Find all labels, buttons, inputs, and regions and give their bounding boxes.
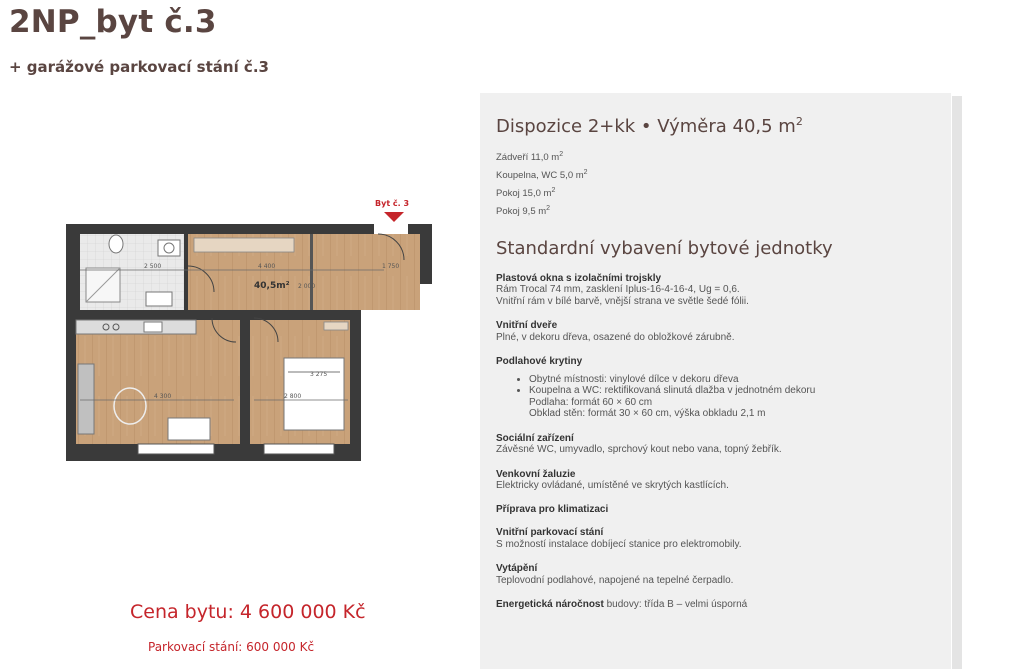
feature-title: Energetická náročnost — [496, 599, 604, 611]
page-title: 2NP_byt č.3 — [9, 4, 217, 40]
feature-aircon — [496, 504, 935, 516]
feature-heating — [496, 563, 935, 586]
apartment-price: Cena bytu: 4 600 000 Kč — [130, 601, 366, 623]
feature-title: Vytápění — [496, 563, 538, 575]
feature-text: budovy: třída B – velmi úsporná — [603, 599, 748, 611]
unit-area-label: 40,5m² — [254, 281, 290, 291]
room-item: Pokoj 15,0 $m^2$ — [496, 187, 556, 200]
flooring-subitem: Podlaha: formát 60 × 60 cm — [529, 396, 653, 408]
feature-text: Teplovodní podlahové, napojené na tepelné čerpadlo. — [496, 574, 734, 586]
feature-text: Závěsné WC, umyvadlo, sprchový kout nebo vana, topný žebřík. — [496, 444, 782, 456]
feature-windows — [496, 273, 935, 308]
sofa-icon — [78, 364, 94, 434]
feature-title: Příprava pro klimatizaci — [496, 503, 609, 515]
flooring-item: • Obytné místnosti: vinylové dílce v dekoru dřeva — [529, 374, 935, 386]
feature-blinds — [496, 469, 935, 492]
details-panel — [480, 93, 951, 669]
page-subtitle: + garážové parkovací stání č.3 — [9, 58, 269, 76]
dimension-label: 2 000 — [298, 283, 316, 290]
feature-title: Podlahové krytiny — [496, 356, 583, 368]
standard-equipment-heading: Standardní vybavení bytové jednotky — [496, 237, 833, 259]
flooring-list — [496, 374, 935, 420]
layout-heading: Dispozice 2+kk • Výměra 40,5 $m^2$ — [496, 115, 803, 137]
floor-plan-drawing — [64, 196, 436, 464]
feature-text: Plné, v dekoru dřeva, osazené do obložkové zárubně. — [496, 331, 735, 343]
flooring-item: • Koupelna a WC: rektifikovaná slinutá dlažba v jednotném dekoru Podlaha: formát 60 × 60 cm Obklad stěn: formát 30 × 60 cm, výška obkladu 2,1 m — [529, 385, 935, 420]
dimension-label: 4 400 — [258, 263, 276, 270]
parking-price: Parkovací stání: 600 000 Kč — [148, 640, 315, 654]
dimension-label: 1 750 — [382, 263, 400, 270]
feature-energy — [496, 599, 935, 611]
feature-text: S možností instalace dobíjecí stanice pro elektromobily. — [496, 538, 742, 550]
feature-sanitary — [496, 433, 935, 456]
dimension-label: 4 300 — [154, 393, 172, 400]
room-item: Pokoj 9,5 $m^2$ — [496, 205, 551, 218]
unit-marker-arrow — [384, 212, 404, 222]
floor-plan — [64, 196, 436, 464]
feature-title: Plastová okna s izolačními trojskly — [496, 272, 662, 284]
feature-title: Vnitřní dveře — [496, 320, 558, 332]
feature-text: Rám Trocal 74 mm, zasklení Iplus-16-4-16-4, Ug = 0,6. — [496, 284, 740, 296]
dimension-label: 2 500 — [144, 263, 162, 270]
feature-title: Venkovní žaluzie — [496, 468, 576, 480]
toilet-icon — [109, 235, 123, 253]
room-item: Koupelna, WC 5,0 $m^2$ — [496, 169, 588, 182]
living-room-floor — [76, 320, 240, 444]
feature-title: Vnitřní parkovací stání — [496, 527, 604, 539]
panel-shadow — [952, 96, 962, 669]
feature-text: Vnitřní rám v bílé barvě, vnější strana ve světle šedé fólii. — [496, 295, 749, 307]
washbasin-icon — [158, 240, 180, 256]
feature-flooring — [496, 356, 935, 420]
dining-table-icon — [168, 418, 210, 440]
dimension-label: 3 275 — [310, 371, 328, 378]
kitchen-counter — [76, 320, 196, 334]
room-list — [496, 147, 935, 220]
unit-marker-label: Byt č. 3 — [375, 199, 410, 208]
feature-doors — [496, 320, 935, 343]
room-item: Zádveří 11,0 $m^2$ — [496, 151, 564, 164]
sink-icon — [146, 292, 172, 306]
feature-title: Sociální zařízení — [496, 432, 574, 444]
feature-text: Elektricky ovládané, umístěné ve skrytých kastlících. — [496, 480, 729, 492]
flooring-subitem: Obklad stěn: formát 30 × 60 cm, výška obkladu 2,1 m — [529, 408, 766, 420]
feature-parking — [496, 527, 935, 550]
wardrobe-icon — [194, 238, 294, 252]
dimension-label: 2 800 — [284, 393, 302, 400]
